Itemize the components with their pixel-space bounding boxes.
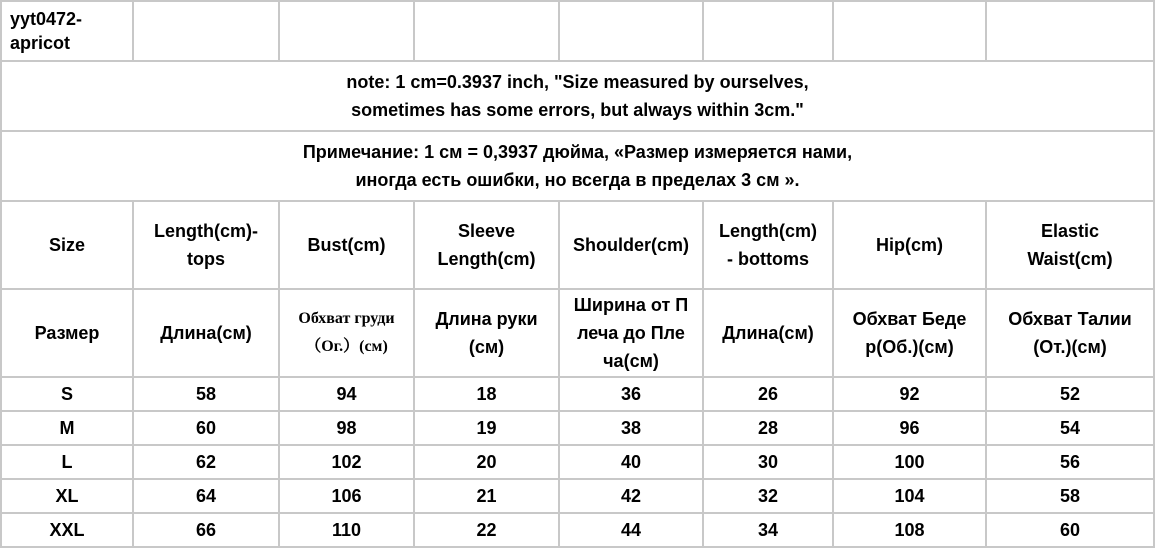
header-english-row [1, 201, 1154, 289]
sleeve-cell: 19 [414, 411, 559, 445]
size-cell: L [1, 445, 133, 479]
header-en-waist-line1: Elastic [1040, 221, 1100, 241]
length-tops-cell: 60 [133, 411, 279, 445]
header-ru-size-label: Размер [34, 323, 100, 343]
sleeve-cell: 18 [414, 377, 559, 411]
header-ru-sleeve [414, 289, 559, 377]
header-en-sleeve [414, 201, 559, 289]
header-ru-length-bottoms [703, 289, 833, 377]
header-en-bust [279, 201, 414, 289]
empty-cell [414, 1, 559, 61]
shoulder-cell: 42 [559, 479, 703, 513]
empty-cell [279, 1, 414, 61]
length-bottoms-cell: 28 [703, 411, 833, 445]
header-ru-bust [279, 289, 414, 377]
size-cell: M [1, 411, 133, 445]
empty-cell [833, 1, 986, 61]
header-en-sleeve-line1: Sleeve [457, 221, 516, 241]
header-ru-size [1, 289, 133, 377]
length-bottoms-cell: 34 [703, 513, 833, 547]
bust-cell: 102 [279, 445, 414, 479]
empty-cell [703, 1, 833, 61]
table-row [1, 445, 1154, 479]
length-tops-cell: 66 [133, 513, 279, 547]
size-cell: S [1, 377, 133, 411]
size-cell: XXL [1, 513, 133, 547]
header-en-length-bottoms [703, 201, 833, 289]
header-ru-bust-line1: Обхват груди [298, 310, 395, 327]
product-code-line2: apricot [10, 33, 71, 53]
header-ru-length-tops [133, 289, 279, 377]
empty-cell [559, 1, 703, 61]
table-row [1, 513, 1154, 547]
size-cell: XL [1, 479, 133, 513]
shoulder-cell: 44 [559, 513, 703, 547]
header-ru-sleeve-line1: Длина руки [435, 309, 538, 329]
note-russian-line1: Примечание: 1 см = 0,3937 дюйма, «Размер измеряется нами, [302, 142, 853, 162]
shoulder-cell: 36 [559, 377, 703, 411]
table-row [1, 377, 1154, 411]
bust-cell: 110 [279, 513, 414, 547]
sleeve-cell: 22 [414, 513, 559, 547]
length-bottoms-cell: 30 [703, 445, 833, 479]
header-ru-waist [986, 289, 1154, 377]
header-en-hip-label: Hip(cm) [876, 235, 943, 255]
header-en-size [1, 201, 133, 289]
bust-cell: 94 [279, 377, 414, 411]
header-ru-shoulder-line2: леча до Пле [577, 323, 685, 343]
header-ru-shoulder [559, 289, 703, 377]
bust-cell: 98 [279, 411, 414, 445]
note-russian-line2: иногда есть ошибки, но всегда в пределах 3 см ». [355, 170, 800, 190]
waist-cell: 54 [986, 411, 1154, 445]
length-tops-cell: 62 [133, 445, 279, 479]
hip-cell: 104 [833, 479, 986, 513]
header-ru-hip [833, 289, 986, 377]
hip-cell: 100 [833, 445, 986, 479]
header-en-waist-line2: Waist(cm) [1027, 249, 1113, 269]
length-bottoms-cell: 26 [703, 377, 833, 411]
header-ru-length-tops-label: Длина(см) [160, 323, 252, 343]
hip-cell: 92 [833, 377, 986, 411]
waist-cell: 60 [986, 513, 1154, 547]
length-tops-cell: 58 [133, 377, 279, 411]
bust-cell: 106 [279, 479, 414, 513]
header-en-sleeve-line2: Length(cm) [437, 249, 536, 269]
waist-cell: 52 [986, 377, 1154, 411]
hip-cell: 108 [833, 513, 986, 547]
note-russian-row [1, 131, 1154, 201]
header-en-size-label: Size [48, 235, 86, 255]
hip-cell: 96 [833, 411, 986, 445]
header-en-bust-label: Bust(cm) [307, 235, 386, 255]
table-row [1, 479, 1154, 513]
note-english-cell [1, 61, 1154, 131]
note-english-line2: sometimes has some errors, but always within 3cm." [351, 100, 804, 120]
shoulder-cell: 40 [559, 445, 703, 479]
header-ru-shoulder-line1: Ширина от П [573, 295, 689, 315]
length-tops-cell: 64 [133, 479, 279, 513]
note-russian-cell [1, 131, 1154, 201]
shoulder-cell: 38 [559, 411, 703, 445]
waist-cell: 56 [986, 445, 1154, 479]
length-bottoms-cell: 32 [703, 479, 833, 513]
header-ru-sleeve-line2: (см) [468, 337, 505, 357]
header-ru-length-bottoms-label: Длина(см) [722, 323, 814, 343]
table-row [1, 411, 1154, 445]
header-en-length-tops-line2: tops [187, 249, 225, 269]
product-code-row [1, 1, 1154, 61]
header-ru-waist-line2: (От.)(см) [1033, 337, 1107, 357]
header-en-length-bottoms-line1: Length(cm) [719, 221, 817, 241]
waist-cell: 58 [986, 479, 1154, 513]
product-code-cell [1, 1, 133, 61]
note-english-row [1, 61, 1154, 131]
sleeve-cell: 21 [414, 479, 559, 513]
header-ru-bust-line2: （Ог.）(см) [305, 338, 388, 355]
header-ru-hip-line2: р(Об.)(см) [865, 337, 954, 357]
sleeve-cell: 20 [414, 445, 559, 479]
header-en-shoulder [559, 201, 703, 289]
note-english-line1: note: 1 cm=0.3937 inch, "Size measured by ourselves, [346, 72, 809, 92]
product-code-line1: yyt0472- [10, 9, 83, 29]
header-ru-shoulder-line3: ча(см) [603, 351, 659, 371]
header-russian-row [1, 289, 1154, 377]
header-ru-waist-line1: Обхват Талии [1008, 309, 1132, 329]
header-en-hip [833, 201, 986, 289]
empty-cell [133, 1, 279, 61]
header-en-length-tops-line1: Length(cm)- [154, 221, 258, 241]
header-en-length-tops [133, 201, 279, 289]
header-en-waist [986, 201, 1154, 289]
header-en-shoulder-label: Shoulder(cm) [572, 235, 689, 255]
empty-cell [986, 1, 1154, 61]
header-ru-hip-line1: Обхват Беде [852, 309, 967, 329]
header-en-length-bottoms-line2: - bottoms [727, 249, 809, 269]
